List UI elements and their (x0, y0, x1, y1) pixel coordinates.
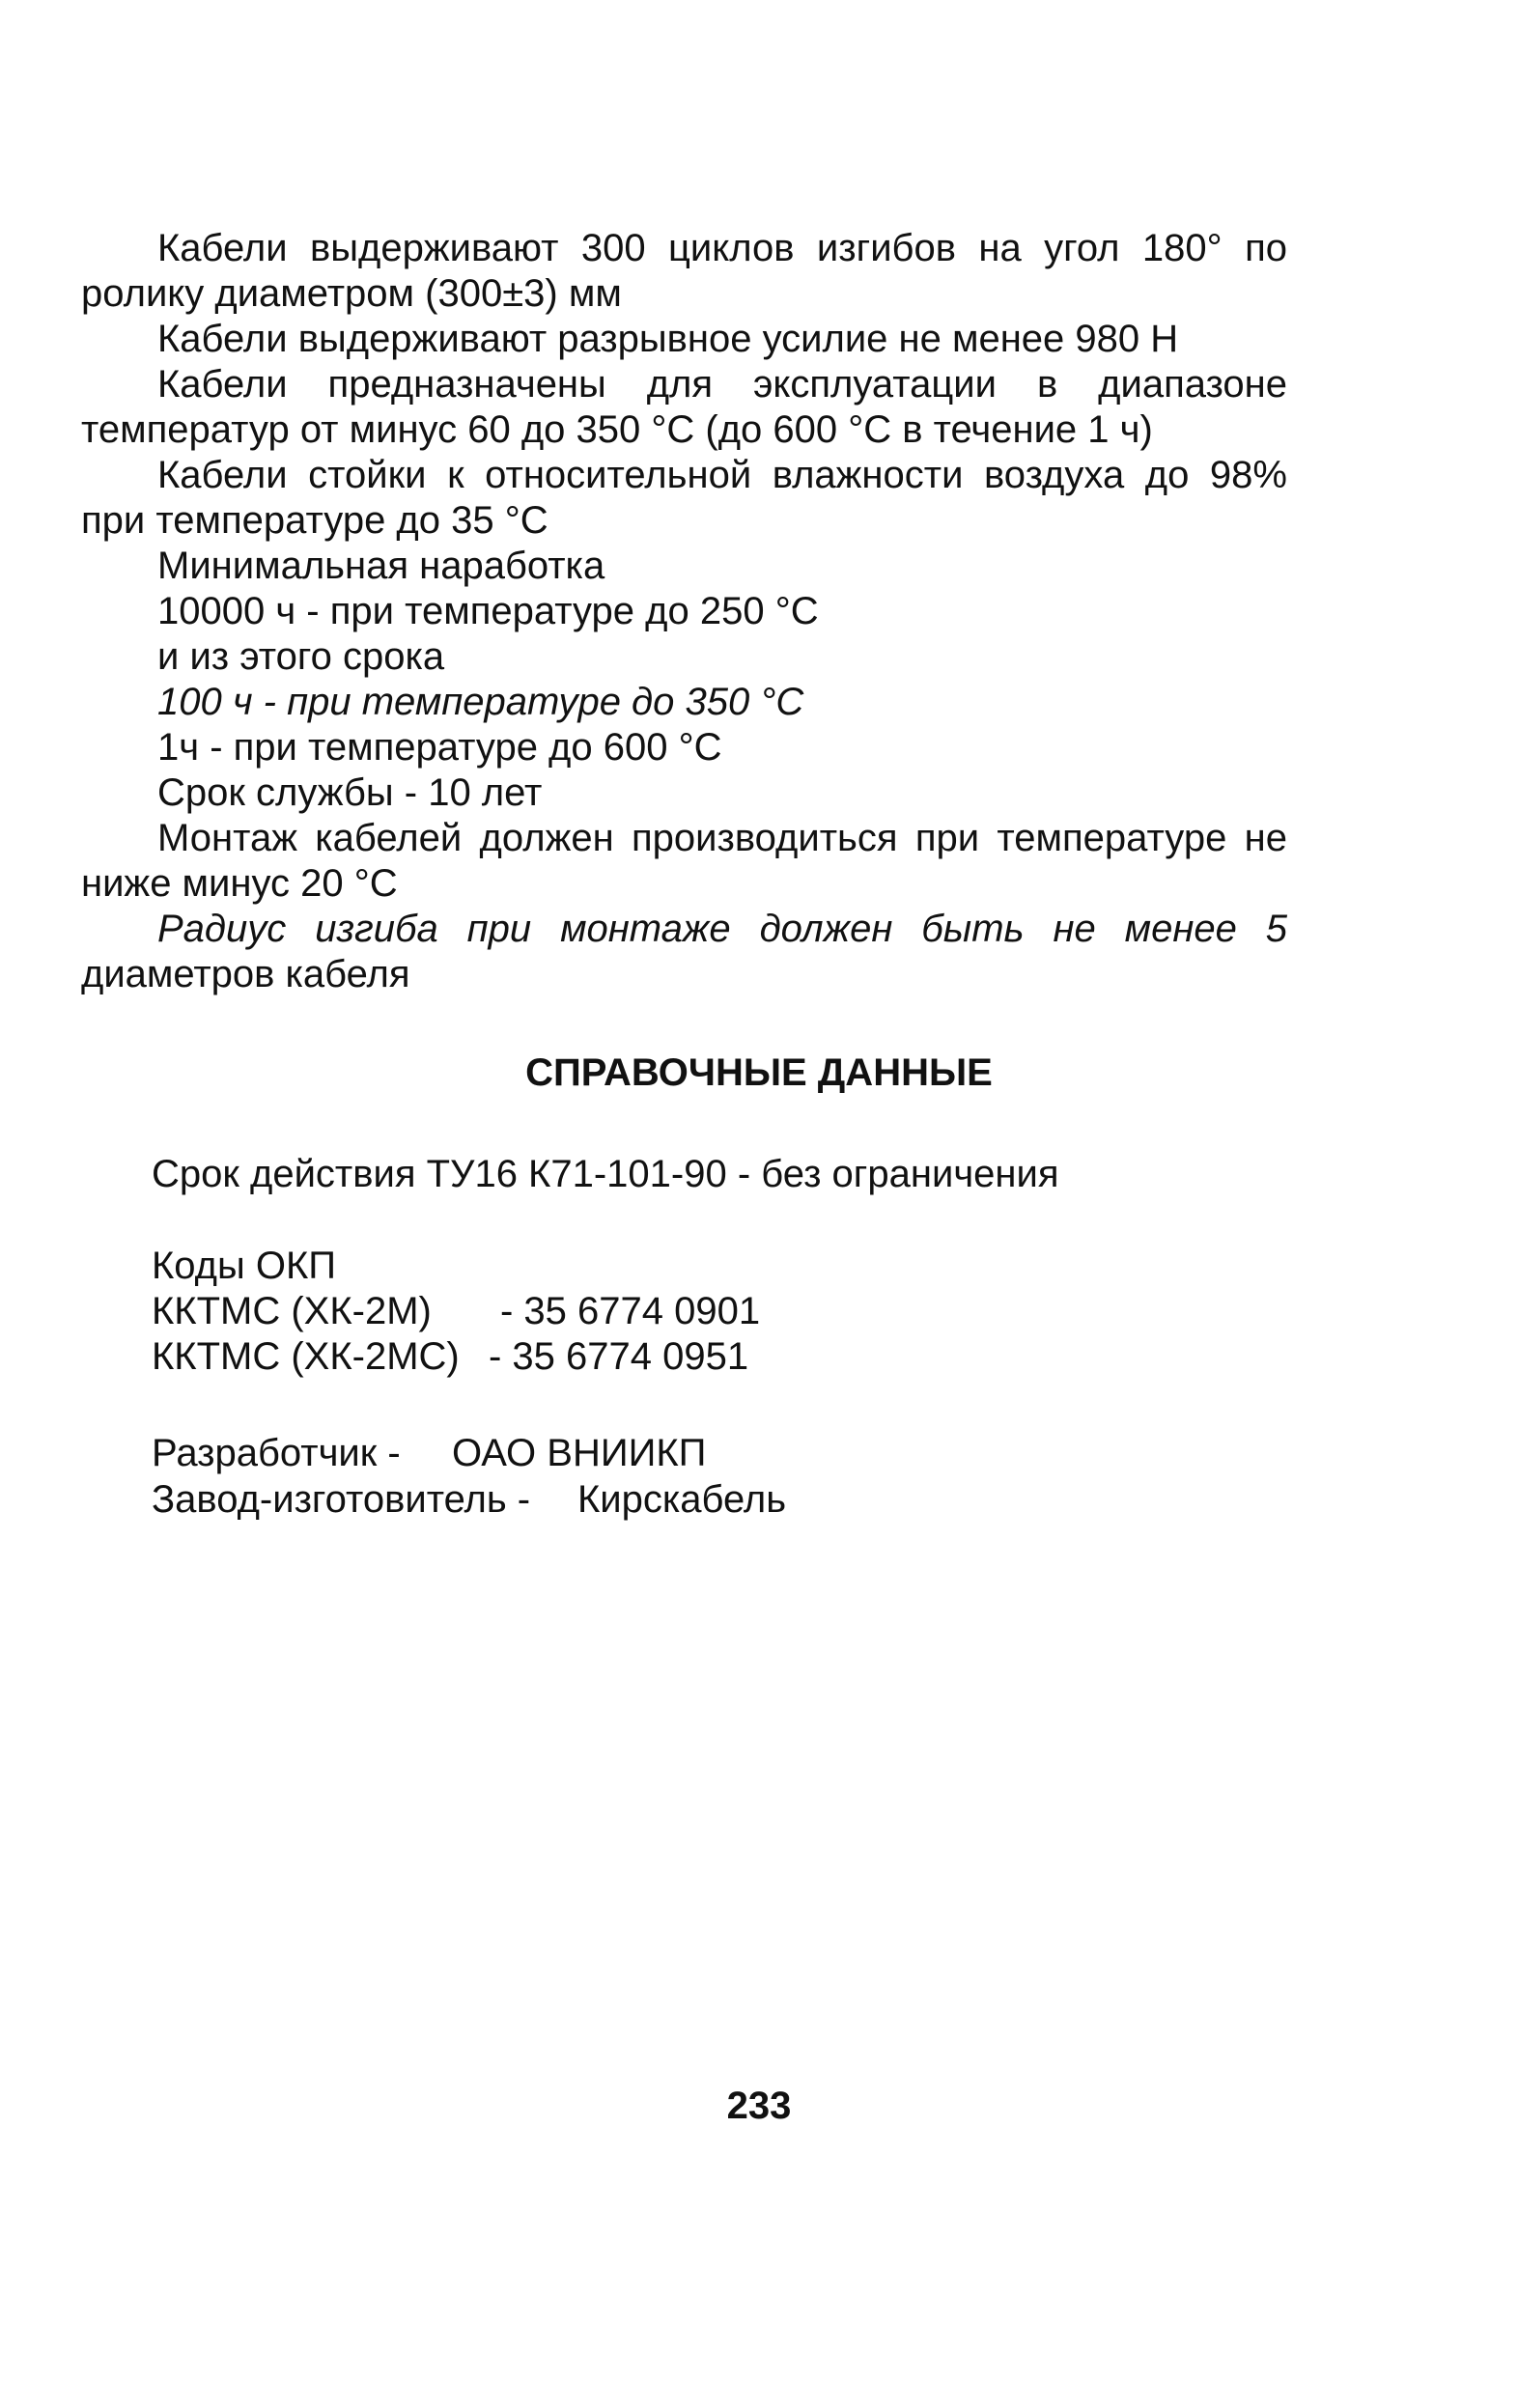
okp-row-name: ККТМС (ХК-2М) (152, 1290, 432, 1332)
developer-value: ОАО ВНИИКП (452, 1432, 707, 1474)
spec-installation-temp-line2: ниже минус 20 °С (81, 862, 398, 905)
spec-breaking-force: Кабели выдерживают разрывное усилие не менее 980 Н (157, 318, 1179, 360)
spec-of-this-period: и из этого срока (157, 635, 445, 678)
spec-humidity-line1: Кабели стойки к относительной влажности воздуха до 98% (157, 454, 1287, 496)
spec-bending-cycles-line1: Кабели выдерживают 300 циклов изгибов на угол 180° по (157, 227, 1287, 269)
spec-min-operating-time: Минимальная наработка (157, 545, 605, 587)
manufacturer-value: Кирскабель (577, 1478, 787, 1521)
okp-codes-title: Коды ОКП (152, 1245, 337, 1287)
okp-row-name: ККТМС (ХК-2МС) (152, 1335, 460, 1378)
spec-humidity-line2: при температуре до 35 °С (81, 499, 548, 542)
okp-row-code: - 35 6774 0951 (489, 1335, 749, 1378)
spec-service-life: Срок службы - 10 лет (157, 771, 543, 814)
spec-bend-radius-line2: диаметров кабеля (81, 953, 410, 995)
spec-installation-temp-line1: Монтаж кабелей должен производиться при температуре не (157, 817, 1287, 859)
spec-bending-cycles-line2: ролику диаметром (300±3) мм (81, 272, 622, 315)
spec-temperature-range-line2: температур от минус 60 до 350 °С (до 600 °С в течение 1 ч) (81, 408, 1153, 451)
spec-bend-radius-line1: Радиус изгиба при монтаже должен быть не менее 5 (157, 908, 1287, 950)
manufacturer-label: Завод-изготовитель - (152, 1478, 531, 1521)
spec-operating-time-350: 100 ч - при температуре до 350 °С (157, 681, 804, 723)
spec-temperature-range-line1: Кабели предназначены для эксплуатации в диапазоне (157, 363, 1287, 406)
spec-operating-time-250: 10000 ч - при температуре до 250 °С (157, 590, 819, 632)
spec-operating-time-600: 1ч - при температуре до 600 °С (157, 726, 722, 769)
okp-row-code: - 35 6774 0901 (500, 1290, 761, 1332)
developer-label: Разработчик - (152, 1432, 401, 1474)
validity-period: Срок действия ТУ16 К71-101-90 - без ограничения (152, 1153, 1059, 1195)
page-number: 233 (726, 2085, 792, 2127)
reference-data-heading: СПРАВОЧНЫЕ ДАННЫЕ (525, 1051, 993, 1094)
